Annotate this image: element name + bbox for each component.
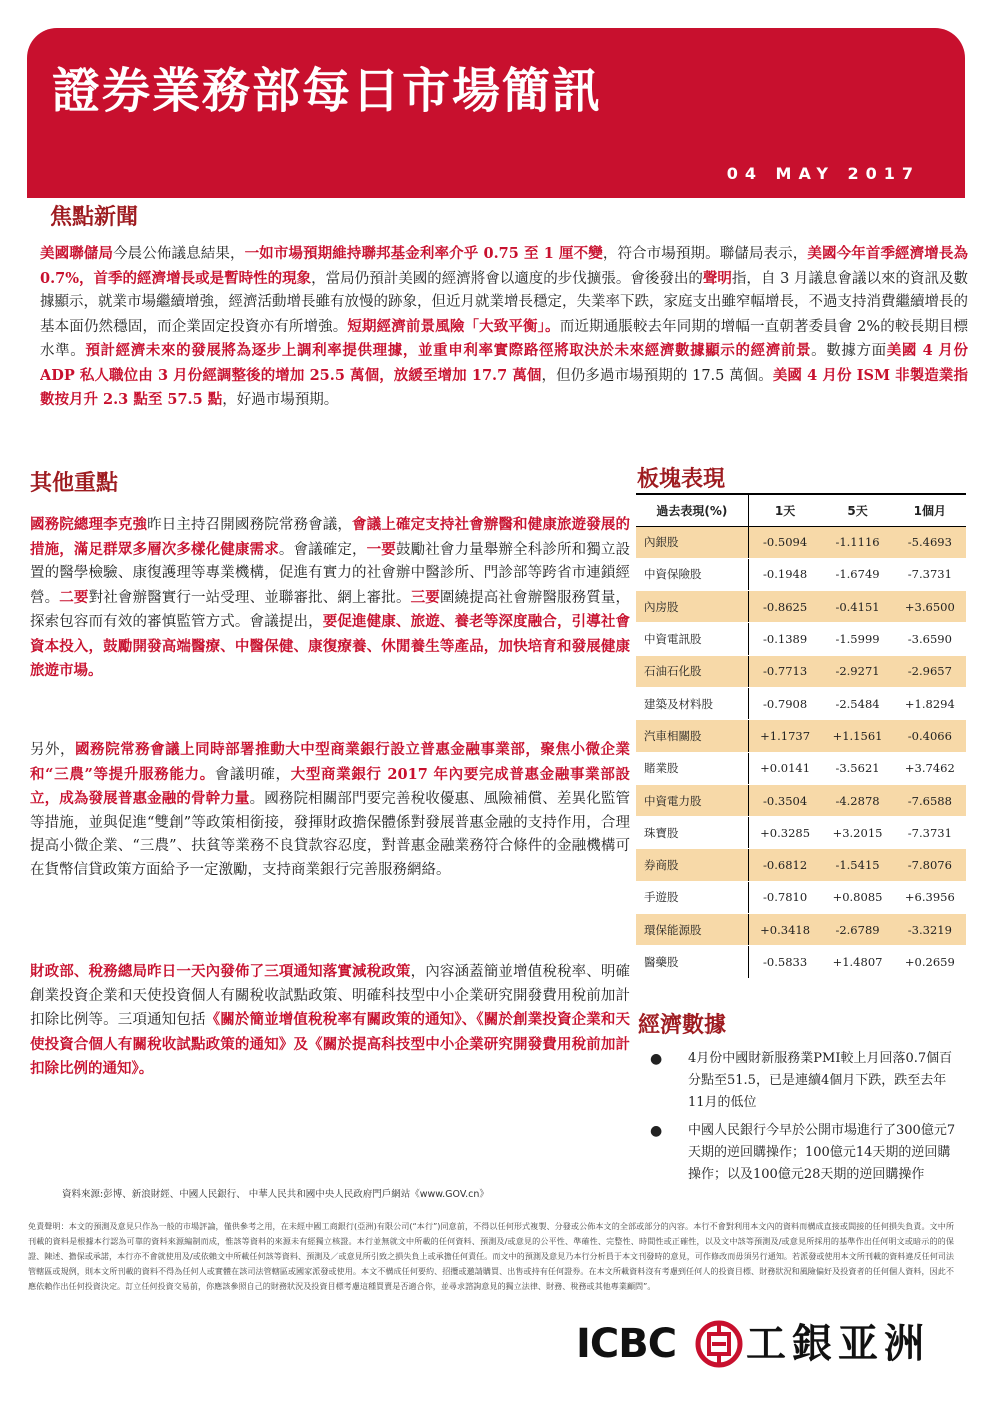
table-header-cell: 1個月: [894, 494, 966, 526]
table-row: [636, 784, 966, 816]
table-row: [636, 623, 966, 655]
sector-value-cell: -3.6590: [894, 623, 966, 655]
sector-value-cell: -3.5621: [821, 752, 893, 784]
sector-value-cell: +1.4807: [821, 946, 893, 978]
sector-value-cell: -0.1948: [748, 558, 821, 590]
sector-value-cell: +1.8294: [894, 687, 966, 719]
bullet-icon: ●: [650, 1051, 663, 1067]
sector-value-cell: -0.8625: [748, 591, 821, 623]
sector-name-cell: 中資電力股: [636, 784, 748, 816]
disclaimer: 免責聲明：本文的預測及意見只作為一般的市場評論，僅供參考之用，在未經中國工商銀行(亞洲)有限公司(“本行”)同意前，不得以任何形式複製、分發或公佈本文的全部或部分的內容。本行不會對利用本文內的資料而構成直接或間接的任何損失負責。文中所刊載的資料是根據本行認為可靠的資料來源編制而成，惟該等資料的來源未有經獨立核證。本行並無就文中所載的任何資料、預測及/或意見的公平性、準確性、完整性、時間性或正確性，以及文中該等預測及/或意見所採用的基準作出任何明文或暗示的的保證、陳述、擔保或承諾，本行亦不會就使用及/或依賴文中所載任何該等資料、預測及／或意見所引致之損失負上或承擔任何責任。而文中的預測及意見乃本行分析員于本文刊發時的意見，可作修改而毋須另行通知。若派發或使用本文所刊載的資料違反任何司法管轄區或規例，則本文所刊載的資料不得為任何人或實體在該司法管轄區或國家派發或使用。本文不構成任何要約、招攬或邀請購買、出售或持有任何證券。在本文所載資料沒有考慮到任何人的投資目標、財務狀況和風險偏好及投資者的任何個人資料，因此不應依賴作出任何投資決定。訂立任何投資交易前，你應該參照自己的財務狀況及投資目標考慮這種買賣是否適合你，並尋求諮詢意見的獨立法律、財務、稅務或其他專業顧問”。: [28, 1221, 954, 1291]
sector-value-cell: -7.6588: [894, 784, 966, 816]
sector-value-cell: -2.5484: [821, 687, 893, 719]
table-row: [636, 720, 966, 752]
table-header-cell: 過去表現(%): [636, 494, 748, 526]
logo-english: ICBC: [576, 1321, 677, 1367]
table-row: [636, 752, 966, 784]
other-highlights-para-3: 財政部、稅務總局昨日一天內發佈了三項通知落實減稅政策，內容涵蓋簡並增值稅稅率、明確創業投資企業和天使投資個人有關稅收試點政策、明確科技型中小企業研究開發費用稅前加計扣除比例等。三項通知包括《關於簡並增值稅稅率有關政策的通知》、《關於創業投資企業和天使投資合個人有關稅收試點政策的通知》及《關於提高科技型中小企業研究開發費用稅前加計扣除比例的通知》。: [30, 963, 630, 1077]
sector-performance-title: 板塊表現: [637, 467, 726, 492]
bullet-icon: ●: [650, 1123, 663, 1139]
table-row: [636, 655, 966, 687]
sector-value-cell: -2.9271: [821, 655, 893, 687]
sector-value-cell: -0.6812: [748, 849, 821, 881]
sector-name-cell: 建築及材料股: [636, 687, 748, 719]
sector-value-cell: +3.7462: [894, 752, 966, 784]
sector-value-cell: -2.6789: [821, 914, 893, 946]
sector-name-cell: 賭業股: [636, 752, 748, 784]
sector-value-cell: +0.8085: [821, 881, 893, 913]
data-source-note: 資料來源:彭博、新浪財經、中國人民銀行、 中華人民共和國中央人民政府門戶網站《www.GOV.cn》: [62, 1189, 489, 1200]
sector-performance-table: [636, 493, 966, 979]
table-row: [636, 558, 966, 590]
list-item: [650, 1048, 960, 1114]
sector-name-cell: 內銀股: [636, 526, 748, 558]
icbc-emblem-icon: [695, 1320, 743, 1368]
sector-value-cell: -0.4151: [821, 591, 893, 623]
icbc-logo: [576, 1319, 956, 1369]
sector-value-cell: +0.0141: [748, 752, 821, 784]
sector-table-body: [636, 526, 966, 978]
sector-value-cell: -1.1116: [821, 526, 893, 558]
sector-value-cell: -3.3219: [894, 914, 966, 946]
sector-value-cell: -5.4693: [894, 526, 966, 558]
sector-value-cell: -0.3504: [748, 784, 821, 816]
table-row: [636, 687, 966, 719]
sector-value-cell: +0.3418: [748, 914, 821, 946]
sector-value-cell: -0.7908: [748, 687, 821, 719]
economic-data-text: 中國人民銀行今早於公開市場進行了300億元7天期的逆回購操作；100億元14天期的逆回購操作；以及100億元28天期的逆回購操作: [688, 1123, 956, 1182]
table-row: [636, 591, 966, 623]
other-highlights-para-1: 國務院總理李克強昨日主持召開國務院常務會議，會議上確定支持社會辦醫和健康旅遊發展的措施，滿足群眾多層次多樣化健康需求。會議確定，一要鼓勵社會力量舉辦全科診所和獨立設置的醫學檢驗、康復護理等專業機構，促進有實力的社會辦中醫診所、門診部等跨省市連鎖經營。二要對社會辦醫實行一站受理、並聯審批、網上審批。三要圍繞提高社會辦醫服務質量，探索包容而有效的審慎監管方式。會議提出，要促進健康、旅遊、養老等深度融合，引導社會資本投入，鼓勵開發高端醫療、中醫保健、康復療養、休閒養生等產品，加快培育和發展健康旅遊市場。: [30, 516, 630, 679]
sector-value-cell: -2.9657: [894, 655, 966, 687]
table-row: [636, 914, 966, 946]
focus-news-body: 美國聯儲局今晨公佈議息結果，一如市場預期維持聯邦基金利率介乎 0.75 至 1 厘不變，符合市場預期。聯儲局表示，美國今年首季經濟增長為 0.7%，首季的經濟增長或是暫時性的現象，當局仍預計美國的經濟將會以適度的步伐擴張。會後發出的聲明指，自 3 月議息會議以來的資訊及數據顯示，就業市場繼續增強，經濟活動增長雖有放慢的跡象，但近月就業增長穩定，失業率下跌，家庭支出雖窄幅增長，不過支持消費繼續增長的基本面仍然穩固，而企業固定投資亦有所增強。短期經濟前景風險「大致平衡」。而近期通脹較去年同期的增幅一直朝著委員會 2%的較長期目標水準。預計經濟未來的發展將為逐步上調利率提供理據，並重申利率實際路徑將取決於未來經濟數據顯示的經濟前景。數據方面美國 4 月份 ADP 私人職位由 3 月份經調整後的增加 25.5 萬個，放緩至增加 17.7 萬個，但仍多過市場預期的 17.5 萬個。美國 4 月份 ISM 非製造業指數按月升 2.3 點至 57.5 點，好過市場預期。: [40, 245, 968, 408]
page-title: 證券業務部每日市場簡訊: [52, 63, 603, 119]
list-item: [650, 1120, 960, 1186]
sector-value-cell: -0.7713: [748, 655, 821, 687]
sector-name-cell: 石油石化股: [636, 655, 748, 687]
economic-data-list: [650, 1048, 960, 1192]
sector-name-cell: 中資保險股: [636, 558, 748, 590]
sector-value-cell: +1.1561: [821, 720, 893, 752]
report-date: 04 MAY 2017: [726, 164, 920, 183]
table-row: [636, 817, 966, 849]
focus-news-title: 焦點新聞: [44, 200, 144, 231]
sector-name-cell: 醫藥股: [636, 946, 748, 978]
table-header-cell: 1天: [748, 494, 821, 526]
other-highlights-title: 其他重點: [30, 471, 119, 496]
sector-name-cell: 珠寶股: [636, 817, 748, 849]
sector-value-cell: -1.5415: [821, 849, 893, 881]
sector-value-cell: -4.2878: [821, 784, 893, 816]
sector-name-cell: 內房股: [636, 591, 748, 623]
table-header-cell: 5天: [821, 494, 893, 526]
table-row: [636, 881, 966, 913]
sector-value-cell: -7.8076: [894, 849, 966, 881]
sector-value-cell: +6.3956: [894, 881, 966, 913]
sector-value-cell: +3.6500: [894, 591, 966, 623]
sector-value-cell: -7.3731: [894, 817, 966, 849]
sector-name-cell: 中資電訊股: [636, 623, 748, 655]
sector-value-cell: +0.3285: [748, 817, 821, 849]
sector-value-cell: -0.1389: [748, 623, 821, 655]
sector-name-cell: 汽車相關股: [636, 720, 748, 752]
economic-data-title: 經濟數據: [638, 1013, 727, 1038]
table-row: [636, 526, 966, 558]
table-header-row: [636, 494, 966, 526]
sector-value-cell: -0.4066: [894, 720, 966, 752]
sector-value-cell: -0.7810: [748, 881, 821, 913]
sector-value-cell: +3.2015: [821, 817, 893, 849]
logo-chinese: 工銀亚洲: [746, 1321, 930, 1367]
other-highlights-para-2: 另外，國務院常務會議上同時部署推動大中型商業銀行設立普惠金融事業部，聚焦小微企業和“三農”等提升服務能力。會議明確，大型商業銀行 2017 年內要完成普惠金融事業部設立，成為發展普惠金融的骨幹力量。國務院相關部門要完善稅收優惠、風險補償、差異化監管等措施，並與促進“雙創”等政策相銜接，發揮財政擔保體係對發展普惠金融的支持作用，合理提高小微企業、“三農”、扶貧等業務不良貸款容忍度，對普惠金融業務符合條件的金融機構可在貨幣信貸政策方面給予一定激勵，支持商業銀行完善服務網絡。: [30, 741, 630, 878]
sector-value-cell: -0.5833: [748, 946, 821, 978]
sector-name-cell: 手遊股: [636, 881, 748, 913]
sector-name-cell: 券商股: [636, 849, 748, 881]
table-row: [636, 946, 966, 978]
sector-value-cell: -7.3731: [894, 558, 966, 590]
sector-value-cell: +1.1737: [748, 720, 821, 752]
sector-value-cell: -1.5999: [821, 623, 893, 655]
sector-value-cell: -1.6749: [821, 558, 893, 590]
table-row: [636, 849, 966, 881]
sector-value-cell: +0.2659: [894, 946, 966, 978]
sector-value-cell: -0.5094: [748, 526, 821, 558]
sector-name-cell: 環保能源股: [636, 914, 748, 946]
economic-data-text: 4月份中國財新服務業PMI較上月回落0.7個百分點至51.5，已是連續4個月下跌，跌至去年11月的低位: [688, 1051, 953, 1110]
